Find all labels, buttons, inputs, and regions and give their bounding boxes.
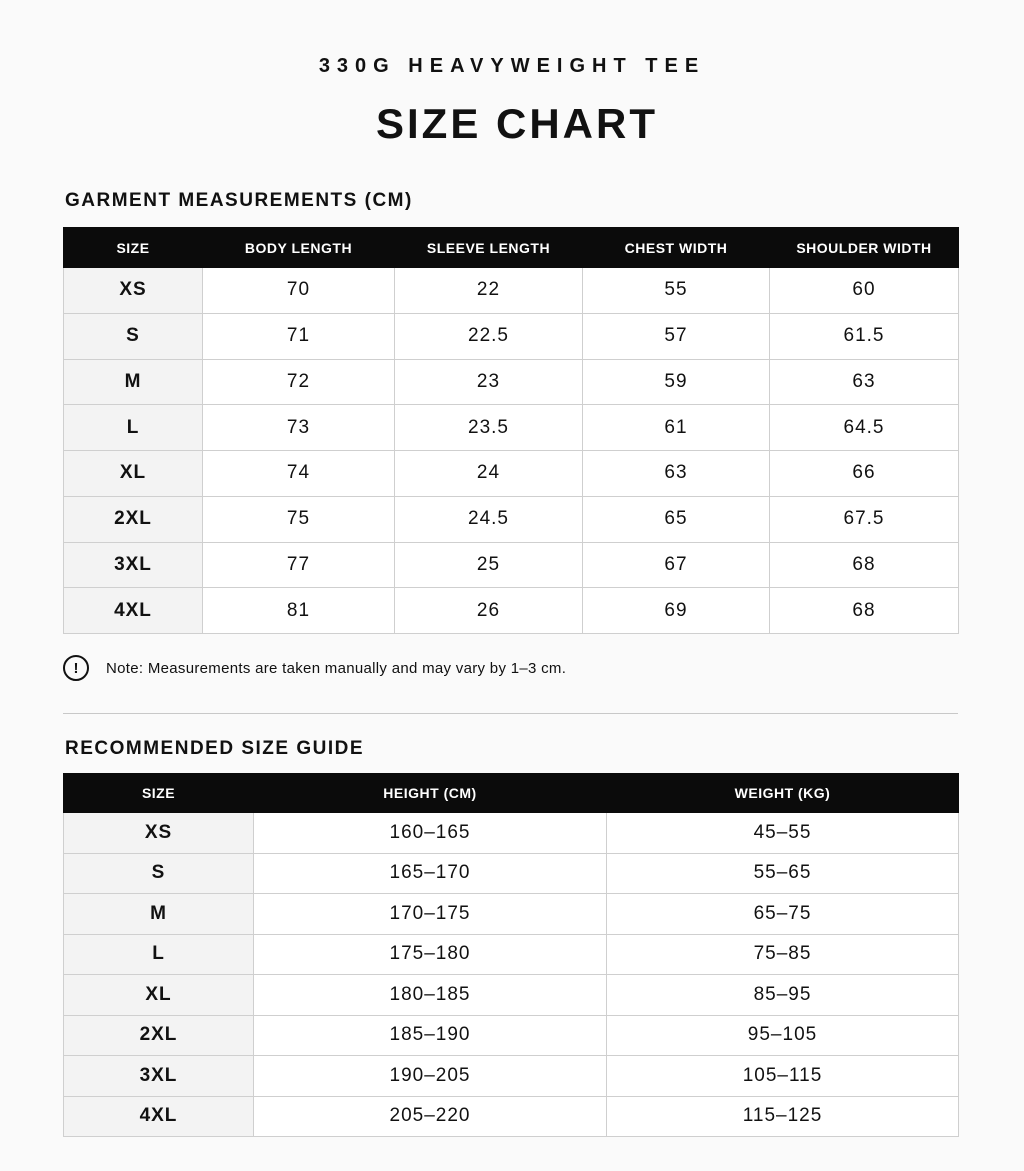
- table-cell: 68: [770, 542, 959, 588]
- table-cell: 67: [583, 542, 770, 588]
- table-cell: 185–190: [254, 1015, 607, 1056]
- size-cell: L: [64, 405, 203, 451]
- size-cell: 2XL: [64, 496, 203, 542]
- table-cell: 61.5: [770, 313, 959, 359]
- table-cell: 75–85: [607, 934, 959, 975]
- product-subtitle: 330G HEAVYWEIGHT TEE: [318, 55, 706, 77]
- size-cell: XL: [64, 451, 203, 497]
- garment-measurements-heading: GARMENT MEASUREMENTS (CM): [65, 190, 413, 211]
- note-text: Note: Measurements are taken manually and may vary by 1–3 cm.: [106, 659, 567, 677]
- table-cell: 61: [583, 405, 770, 451]
- column-header: HEIGHT (CM): [254, 774, 607, 813]
- table-cell: 190–205: [254, 1056, 607, 1097]
- table-row: [64, 1096, 959, 1137]
- column-header: SIZE: [64, 228, 203, 268]
- measurement-note: [63, 655, 566, 681]
- table-cell: 81: [203, 588, 395, 634]
- table-cell: 23: [395, 359, 583, 405]
- table-cell: 205–220: [254, 1096, 607, 1137]
- column-header: CHEST WIDTH: [583, 228, 770, 268]
- table-cell: 64.5: [770, 405, 959, 451]
- exclamation-icon: !: [63, 655, 89, 681]
- table-row: [64, 405, 959, 451]
- table-cell: 66: [770, 451, 959, 497]
- table-cell: 25: [395, 542, 583, 588]
- table-cell: 65: [583, 496, 770, 542]
- section-divider: [63, 713, 958, 714]
- table-row: [64, 542, 959, 588]
- table-cell: 22.5: [395, 313, 583, 359]
- table-row: [64, 451, 959, 497]
- table-cell: 71: [203, 313, 395, 359]
- table-row: [64, 975, 959, 1016]
- table-cell: 55: [583, 268, 770, 314]
- table-row: [64, 359, 959, 405]
- size-cell: XS: [64, 268, 203, 314]
- size-cell: 4XL: [64, 1096, 254, 1137]
- table-cell: 170–175: [254, 894, 607, 935]
- table-row: [64, 496, 959, 542]
- table-row: [64, 853, 959, 894]
- table-cell: 175–180: [254, 934, 607, 975]
- table-row: [64, 894, 959, 935]
- table-cell: 69: [583, 588, 770, 634]
- table-cell: 57: [583, 313, 770, 359]
- column-header: SLEEVE LENGTH: [395, 228, 583, 268]
- table-cell: 67.5: [770, 496, 959, 542]
- table-cell: 105–115: [607, 1056, 959, 1097]
- table-cell: 22: [395, 268, 583, 314]
- table-cell: 72: [203, 359, 395, 405]
- table-cell: 68: [770, 588, 959, 634]
- size-cell: 2XL: [64, 1015, 254, 1056]
- size-cell: S: [64, 313, 203, 359]
- size-cell: M: [64, 359, 203, 405]
- size-cell: XS: [64, 813, 254, 854]
- table-cell: 63: [583, 451, 770, 497]
- table-cell: 24.5: [395, 496, 583, 542]
- table-cell: 73: [203, 405, 395, 451]
- size-cell: 4XL: [64, 588, 203, 634]
- size-cell: M: [64, 894, 254, 935]
- table-row: [64, 313, 959, 359]
- table-header-row: [64, 774, 959, 813]
- table-cell: 23.5: [395, 405, 583, 451]
- table-cell: 95–105: [607, 1015, 959, 1056]
- table-cell: 85–95: [607, 975, 959, 1016]
- table-row: [64, 934, 959, 975]
- table-row: [64, 268, 959, 314]
- table-cell: 75: [203, 496, 395, 542]
- table-cell: 59: [583, 359, 770, 405]
- table-cell: 74: [203, 451, 395, 497]
- table-cell: 115–125: [607, 1096, 959, 1137]
- table-cell: 180–185: [254, 975, 607, 1016]
- size-cell: L: [64, 934, 254, 975]
- size-guide-heading: RECOMMENDED SIZE GUIDE: [65, 738, 365, 759]
- size-cell: 3XL: [64, 1056, 254, 1097]
- column-header: BODY LENGTH: [203, 228, 395, 268]
- table-cell: 24: [395, 451, 583, 497]
- table-cell: 65–75: [607, 894, 959, 935]
- table-cell: 165–170: [254, 853, 607, 894]
- column-header: SIZE: [64, 774, 254, 813]
- table-row: [64, 1015, 959, 1056]
- table-cell: 63: [770, 359, 959, 405]
- column-header: WEIGHT (KG): [607, 774, 959, 813]
- size-guide-table: [63, 773, 959, 1137]
- size-cell: S: [64, 853, 254, 894]
- table-row: [64, 1056, 959, 1097]
- table-cell: 26: [395, 588, 583, 634]
- table-cell: 60: [770, 268, 959, 314]
- table-row: [64, 813, 959, 854]
- table-row: [64, 588, 959, 634]
- garment-measurements-table: [63, 227, 959, 634]
- size-cell: 3XL: [64, 542, 203, 588]
- table-cell: 77: [203, 542, 395, 588]
- size-cell: XL: [64, 975, 254, 1016]
- page-title: SIZE CHART: [376, 100, 658, 147]
- table-header-row: [64, 228, 959, 268]
- table-cell: 160–165: [254, 813, 607, 854]
- table-cell: 45–55: [607, 813, 959, 854]
- table-cell: 70: [203, 268, 395, 314]
- table-cell: 55–65: [607, 853, 959, 894]
- column-header: SHOULDER WIDTH: [770, 228, 959, 268]
